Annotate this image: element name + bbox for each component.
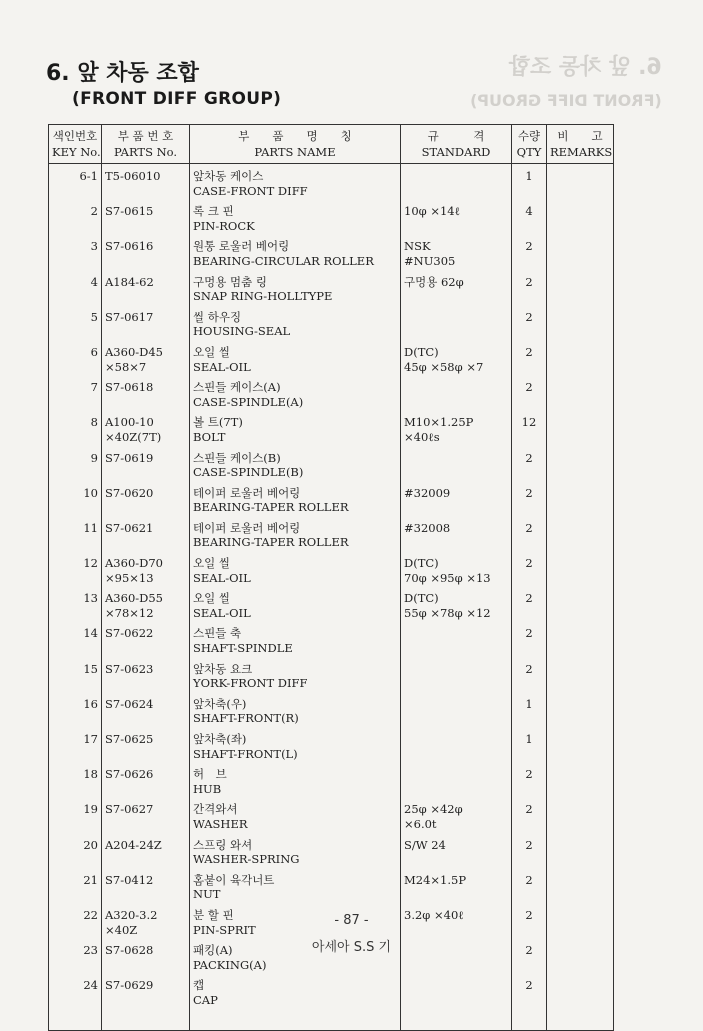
remarks bbox=[547, 867, 614, 902]
header-parts-no: 부 품 번 호 PARTS No. bbox=[102, 125, 190, 164]
table-row bbox=[49, 972, 614, 1030]
quantity: 1 bbox=[512, 164, 547, 199]
table-row bbox=[49, 515, 614, 550]
key-number: 2 bbox=[49, 198, 102, 233]
remarks bbox=[547, 233, 614, 268]
part-number: S7-0615 bbox=[102, 198, 190, 233]
part-number: A184-62 bbox=[102, 269, 190, 304]
table-row bbox=[49, 409, 614, 444]
standard bbox=[401, 164, 512, 199]
table-header-row bbox=[49, 125, 614, 164]
standard: M10×1.25P ×40ℓs bbox=[401, 409, 512, 444]
key-number: 23 bbox=[49, 937, 102, 972]
standard: 25φ ×42φ ×6.0t bbox=[401, 796, 512, 831]
quantity: 1 bbox=[512, 726, 547, 761]
header-standard: 규 격 STANDARD bbox=[401, 125, 512, 164]
remarks bbox=[547, 550, 614, 585]
table-row bbox=[49, 832, 614, 867]
key-number: 24 bbox=[49, 972, 102, 1030]
quantity: 2 bbox=[512, 867, 547, 902]
part-name: 분 할 핀 PIN-SPRIT bbox=[190, 902, 401, 937]
table-row bbox=[49, 620, 614, 655]
part-number: S7-0621 bbox=[102, 515, 190, 550]
part-number: S7-0627 bbox=[102, 796, 190, 831]
table-row bbox=[49, 550, 614, 585]
remarks bbox=[547, 409, 614, 444]
standard bbox=[401, 761, 512, 796]
key-number: 5 bbox=[49, 304, 102, 339]
standard: 3.2φ ×40ℓ bbox=[401, 902, 512, 937]
part-name: 테이퍼 로울러 베어링 BEARING-TAPER ROLLER bbox=[190, 480, 401, 515]
part-name: 오일 씰 SEAL-OIL bbox=[190, 585, 401, 620]
remarks bbox=[547, 339, 614, 374]
remarks bbox=[547, 972, 614, 1030]
part-number: S7-0620 bbox=[102, 480, 190, 515]
standard: 구멍용 62φ bbox=[401, 269, 512, 304]
part-number: S7-0626 bbox=[102, 761, 190, 796]
key-number: 3 bbox=[49, 233, 102, 268]
part-name: 캡 CAP bbox=[190, 972, 401, 1030]
part-number: A360-D70 ×95×13 bbox=[102, 550, 190, 585]
standard: M24×1.5P bbox=[401, 867, 512, 902]
key-number: 11 bbox=[49, 515, 102, 550]
table-row bbox=[49, 374, 614, 409]
remarks bbox=[547, 796, 614, 831]
company-name: 아세아 S.S 기 bbox=[311, 940, 392, 955]
bleed-through-text: 6. 앞 차동 조합 (FRONT DIFF GROUP) bbox=[470, 55, 662, 110]
table-row bbox=[49, 198, 614, 233]
part-number: A360-D55 ×78×12 bbox=[102, 585, 190, 620]
table-row bbox=[49, 164, 614, 199]
quantity: 12 bbox=[512, 409, 547, 444]
remarks bbox=[547, 656, 614, 691]
part-number: A204-24Z bbox=[102, 832, 190, 867]
table-row bbox=[49, 445, 614, 480]
quantity: 2 bbox=[512, 585, 547, 620]
part-name: 홈붙이 육각너트 NUT bbox=[190, 867, 401, 902]
key-number: 12 bbox=[49, 550, 102, 585]
quantity: 2 bbox=[512, 832, 547, 867]
remarks bbox=[547, 269, 614, 304]
key-number: 6 bbox=[49, 339, 102, 374]
part-number: S7-0622 bbox=[102, 620, 190, 655]
quantity: 2 bbox=[512, 902, 547, 937]
part-name: 스핀들 케이스(B) CASE-SPINDLE(B) bbox=[190, 445, 401, 480]
key-number: 13 bbox=[49, 585, 102, 620]
table-row bbox=[49, 269, 614, 304]
key-number: 8 bbox=[49, 409, 102, 444]
table-row bbox=[49, 796, 614, 831]
header-parts-name: 부 품 명 칭 PARTS NAME bbox=[190, 125, 401, 164]
standard: 10φ ×14ℓ bbox=[401, 198, 512, 233]
header-qty: 수량 QTY bbox=[512, 125, 547, 164]
table-row bbox=[49, 304, 614, 339]
part-name: 오일 씰 SEAL-OIL bbox=[190, 550, 401, 585]
quantity: 2 bbox=[512, 656, 547, 691]
table-row bbox=[49, 761, 614, 796]
section-title: 6. 앞 차동 조합 bbox=[46, 61, 199, 86]
standard: D(TC) 55φ ×78φ ×12 bbox=[401, 585, 512, 620]
part-number: S7-0628 bbox=[102, 937, 190, 972]
remarks bbox=[547, 585, 614, 620]
remarks bbox=[547, 164, 614, 199]
key-number: 10 bbox=[49, 480, 102, 515]
part-name: 스프링 와셔 WASHER-SPRING bbox=[190, 832, 401, 867]
part-number: S7-0412 bbox=[102, 867, 190, 902]
quantity: 2 bbox=[512, 304, 547, 339]
part-name: 스핀들 축 SHAFT-SPINDLE bbox=[190, 620, 401, 655]
key-number: 9 bbox=[49, 445, 102, 480]
key-number: 22 bbox=[49, 902, 102, 937]
remarks bbox=[547, 761, 614, 796]
key-number: 18 bbox=[49, 761, 102, 796]
key-number: 19 bbox=[49, 796, 102, 831]
remarks bbox=[547, 374, 614, 409]
quantity: 2 bbox=[512, 445, 547, 480]
remarks bbox=[547, 620, 614, 655]
table-row bbox=[49, 726, 614, 761]
part-name: 앞차축(좌) SHAFT-FRONT(L) bbox=[190, 726, 401, 761]
part-name: 씰 하우징 HOUSING-SEAL bbox=[190, 304, 401, 339]
part-number: S7-0619 bbox=[102, 445, 190, 480]
remarks bbox=[547, 198, 614, 233]
quantity: 2 bbox=[512, 761, 547, 796]
standard: D(TC) 45φ ×58φ ×7 bbox=[401, 339, 512, 374]
section-subtitle: (FRONT DIFF GROUP) bbox=[72, 89, 282, 109]
key-number: 16 bbox=[49, 691, 102, 726]
key-number: 21 bbox=[49, 867, 102, 902]
quantity: 2 bbox=[512, 480, 547, 515]
key-number: 14 bbox=[49, 620, 102, 655]
standard: NSK #NU305 bbox=[401, 233, 512, 268]
quantity: 2 bbox=[512, 269, 547, 304]
standard: S/W 24 bbox=[401, 832, 512, 867]
table-row bbox=[49, 867, 614, 902]
standard bbox=[401, 620, 512, 655]
table-row bbox=[49, 691, 614, 726]
standard: D(TC) 70φ ×95φ ×13 bbox=[401, 550, 512, 585]
standard bbox=[401, 445, 512, 480]
table-row bbox=[49, 480, 614, 515]
part-name: 앞차동 요크 YORK-FRONT DIFF bbox=[190, 656, 401, 691]
standard bbox=[401, 304, 512, 339]
part-number: S7-0616 bbox=[102, 233, 190, 268]
remarks bbox=[547, 304, 614, 339]
part-number: A360-D45 ×58×7 bbox=[102, 339, 190, 374]
part-name: 구멍용 멈춤 링 SNAP RING-HOLLTYPE bbox=[190, 269, 401, 304]
quantity: 2 bbox=[512, 796, 547, 831]
quantity: 2 bbox=[512, 374, 547, 409]
page-number: - 87 - bbox=[334, 913, 369, 928]
remarks bbox=[547, 445, 614, 480]
quantity: 2 bbox=[512, 550, 547, 585]
quantity: 2 bbox=[512, 339, 547, 374]
key-number: 15 bbox=[49, 656, 102, 691]
part-name: 허 브 HUB bbox=[190, 761, 401, 796]
quantity: 2 bbox=[512, 233, 547, 268]
key-number: 20 bbox=[49, 832, 102, 867]
remarks bbox=[547, 480, 614, 515]
key-number: 17 bbox=[49, 726, 102, 761]
standard: #32009 bbox=[401, 480, 512, 515]
header-remarks: 비 고 REMARKS bbox=[547, 125, 614, 164]
part-number: S7-0629 bbox=[102, 972, 190, 1030]
key-number: 4 bbox=[49, 269, 102, 304]
part-name: 스핀들 케이스(A) CASE-SPINDLE(A) bbox=[190, 374, 401, 409]
part-number: A320-3.2 ×40Z bbox=[102, 902, 190, 937]
key-number: 7 bbox=[49, 374, 102, 409]
remarks bbox=[547, 691, 614, 726]
standard bbox=[401, 972, 512, 1030]
part-name: 록 크 핀 PIN-ROCK bbox=[190, 198, 401, 233]
remarks bbox=[547, 515, 614, 550]
quantity: 1 bbox=[512, 691, 547, 726]
part-number: S7-0625 bbox=[102, 726, 190, 761]
part-number: S7-0623 bbox=[102, 656, 190, 691]
remarks bbox=[547, 832, 614, 867]
part-name: 볼 트(7T) BOLT bbox=[190, 409, 401, 444]
quantity: 4 bbox=[512, 198, 547, 233]
standard bbox=[401, 726, 512, 761]
remarks bbox=[547, 726, 614, 761]
standard bbox=[401, 691, 512, 726]
parts-table bbox=[48, 124, 614, 1031]
standard: #32008 bbox=[401, 515, 512, 550]
part-number: T5-06010 bbox=[102, 164, 190, 199]
table-row bbox=[49, 656, 614, 691]
table-row bbox=[49, 339, 614, 374]
part-name: 오일 씰 SEAL-OIL bbox=[190, 339, 401, 374]
part-number: S7-0618 bbox=[102, 374, 190, 409]
header-key: 색인번호 KEY No. bbox=[49, 125, 102, 164]
part-number: A100-10 ×40Z(7T) bbox=[102, 409, 190, 444]
part-name: 패킹(A) PACKING(A) bbox=[190, 937, 401, 972]
part-name: 원통 로울러 베어링 BEARING-CIRCULAR ROLLER bbox=[190, 233, 401, 268]
quantity: 2 bbox=[512, 620, 547, 655]
table-row bbox=[49, 233, 614, 268]
part-name: 테이퍼 로울러 베어링 BEARING-TAPER ROLLER bbox=[190, 515, 401, 550]
table-row bbox=[49, 585, 614, 620]
part-name: 앞차축(우) SHAFT-FRONT(R) bbox=[190, 691, 401, 726]
standard bbox=[401, 656, 512, 691]
standard bbox=[401, 374, 512, 409]
quantity: 2 bbox=[512, 937, 547, 972]
part-number: S7-0624 bbox=[102, 691, 190, 726]
part-name: 간격와셔 WASHER bbox=[190, 796, 401, 831]
part-number: S7-0617 bbox=[102, 304, 190, 339]
quantity: 2 bbox=[512, 972, 547, 1030]
quantity: 2 bbox=[512, 515, 547, 550]
key-number: 6-1 bbox=[49, 164, 102, 199]
part-name: 앞차동 케이스 CASE-FRONT DIFF bbox=[190, 164, 401, 199]
